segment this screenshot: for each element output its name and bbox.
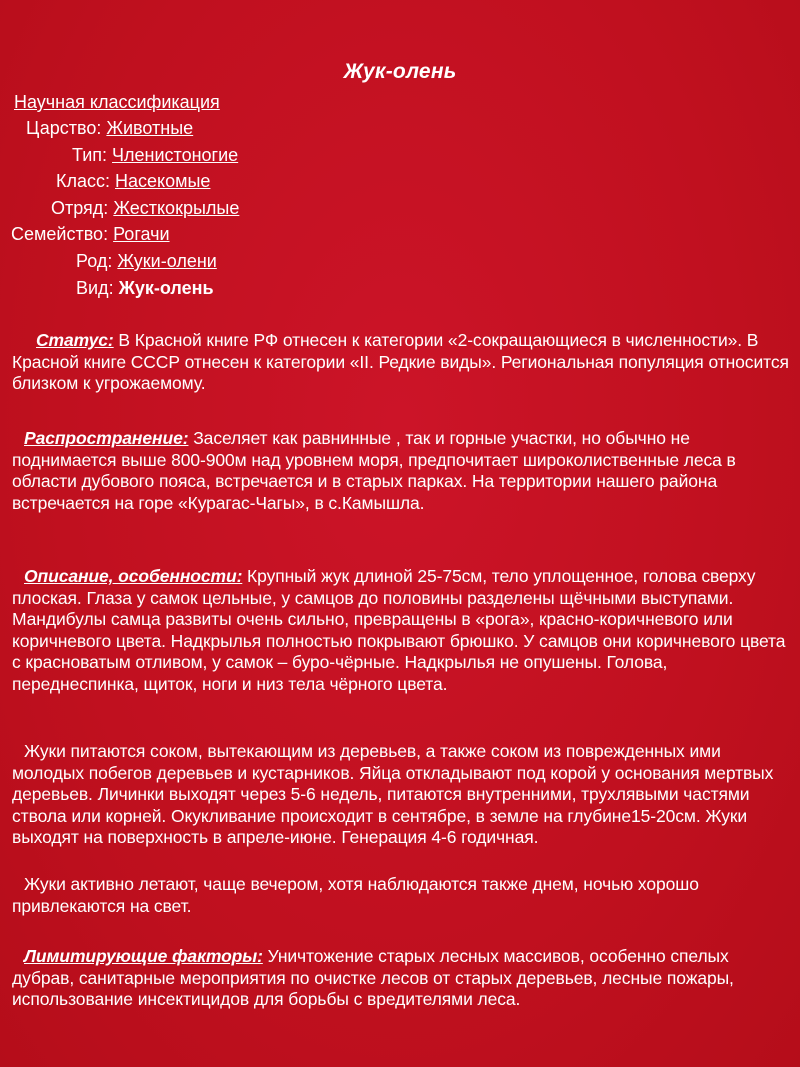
distribution-text: Заселяет как равнинные , так и горные участки, но обычно не поднимается выше 800-900м над уровнем моря, предпочитает широколиственные леса в области дубового пояса, встречается и в старых парках. На территории нашего района встречается на горе «Курагас-Чагы», в с.Камышла.: [12, 428, 736, 513]
species-value: Жук-олень: [118, 278, 214, 298]
classification-phylum: [72, 143, 238, 167]
classification-family: [11, 222, 170, 246]
limiting-heading: Лимитирующие факторы:: [24, 946, 263, 966]
class-value: Насекомые: [115, 171, 211, 191]
kingdom-value: Животные: [106, 118, 194, 138]
classification-species: [76, 276, 214, 300]
page-title: Жук-олень: [343, 60, 457, 83]
order-value: Жесткокрылые: [113, 198, 240, 218]
family-label: Семейство:: [11, 224, 109, 244]
description-text: Крупный жук длиной 25-75см, тело уплощенное, голова сверху плоская. Глаза у самок цельные, у самцов до половины разделены щёчными выступами. Мандибулы самца развиты очень сильно, превращены в «рога», красно-коричневого или коричневого цвета. Надкрылья полностью покрывают брюшко. У самцов они коричневого цвета с красноватым отливом, у самок – буро-чёрные. Надкрылья не опушены. Голова, переднеспинка, щиток, ноги и низ тела чёрного цвета.: [12, 566, 786, 694]
family-value: Рогачи: [113, 224, 170, 244]
genus-label: Род:: [76, 251, 113, 271]
class-label: Класс:: [56, 171, 110, 191]
description-heading: Описание, особенности:: [24, 566, 243, 586]
order-label: Отряд:: [51, 198, 109, 218]
description-paragraph-3: Жуки активно летают, чаще вечером, хотя наблюдаются также днем, ночью хорошо привлекаются на свет.: [12, 874, 699, 916]
kingdom-label: Царство:: [26, 118, 102, 138]
distribution-paragraph: [12, 428, 792, 514]
species-label: Вид:: [76, 278, 114, 298]
status-text: В Красной книге РФ отнесен к категории «2-сокращающиеся в численности». В Красной книге СССР отнесен к категории «II. Редкие виды». Региональная популяция относится близком к угрожаемому.: [12, 330, 789, 394]
classification-order: [51, 196, 239, 220]
classification-header: Научная классификация: [14, 92, 220, 112]
distribution-heading: Распространение:: [24, 428, 189, 448]
genus-value: Жуки-олени: [117, 251, 217, 271]
limiting-paragraph: [12, 946, 792, 1011]
phylum-value: Членистоногие: [112, 145, 239, 165]
classification-genus: [76, 249, 217, 273]
description-paragraph-2: Жуки питаются соком, вытекающим из деревьев, а также соком из поврежденных ими молодых побегов деревьев и кустарников. Яйца откладывают под корой у основания мертвых деревьев. Личинки выходят через 5-6 недель, питаются внутренними, трухлявыми частями ствола или корней. Окукливание происходит в сентябре, в земле на глубине15-20см. Жуки выходят на поверхность в апреле-июне. Генерация 4-6 годичная.: [12, 741, 774, 848]
limiting-text: Уничтожение старых лесных массивов, особенно спелых дубрав, санитарные мероприятия по очистке лесов от старых деревьев, лесные пожары, использование инсектицидов для борьбы с вредителями леса.: [12, 946, 734, 1010]
classification-class: [56, 169, 210, 193]
status-heading: Статус:: [36, 330, 114, 350]
phylum-label: Тип:: [72, 145, 108, 165]
description-paragraph: [12, 566, 792, 696]
classification-kingdom: [26, 116, 193, 140]
status-paragraph: [12, 330, 792, 395]
